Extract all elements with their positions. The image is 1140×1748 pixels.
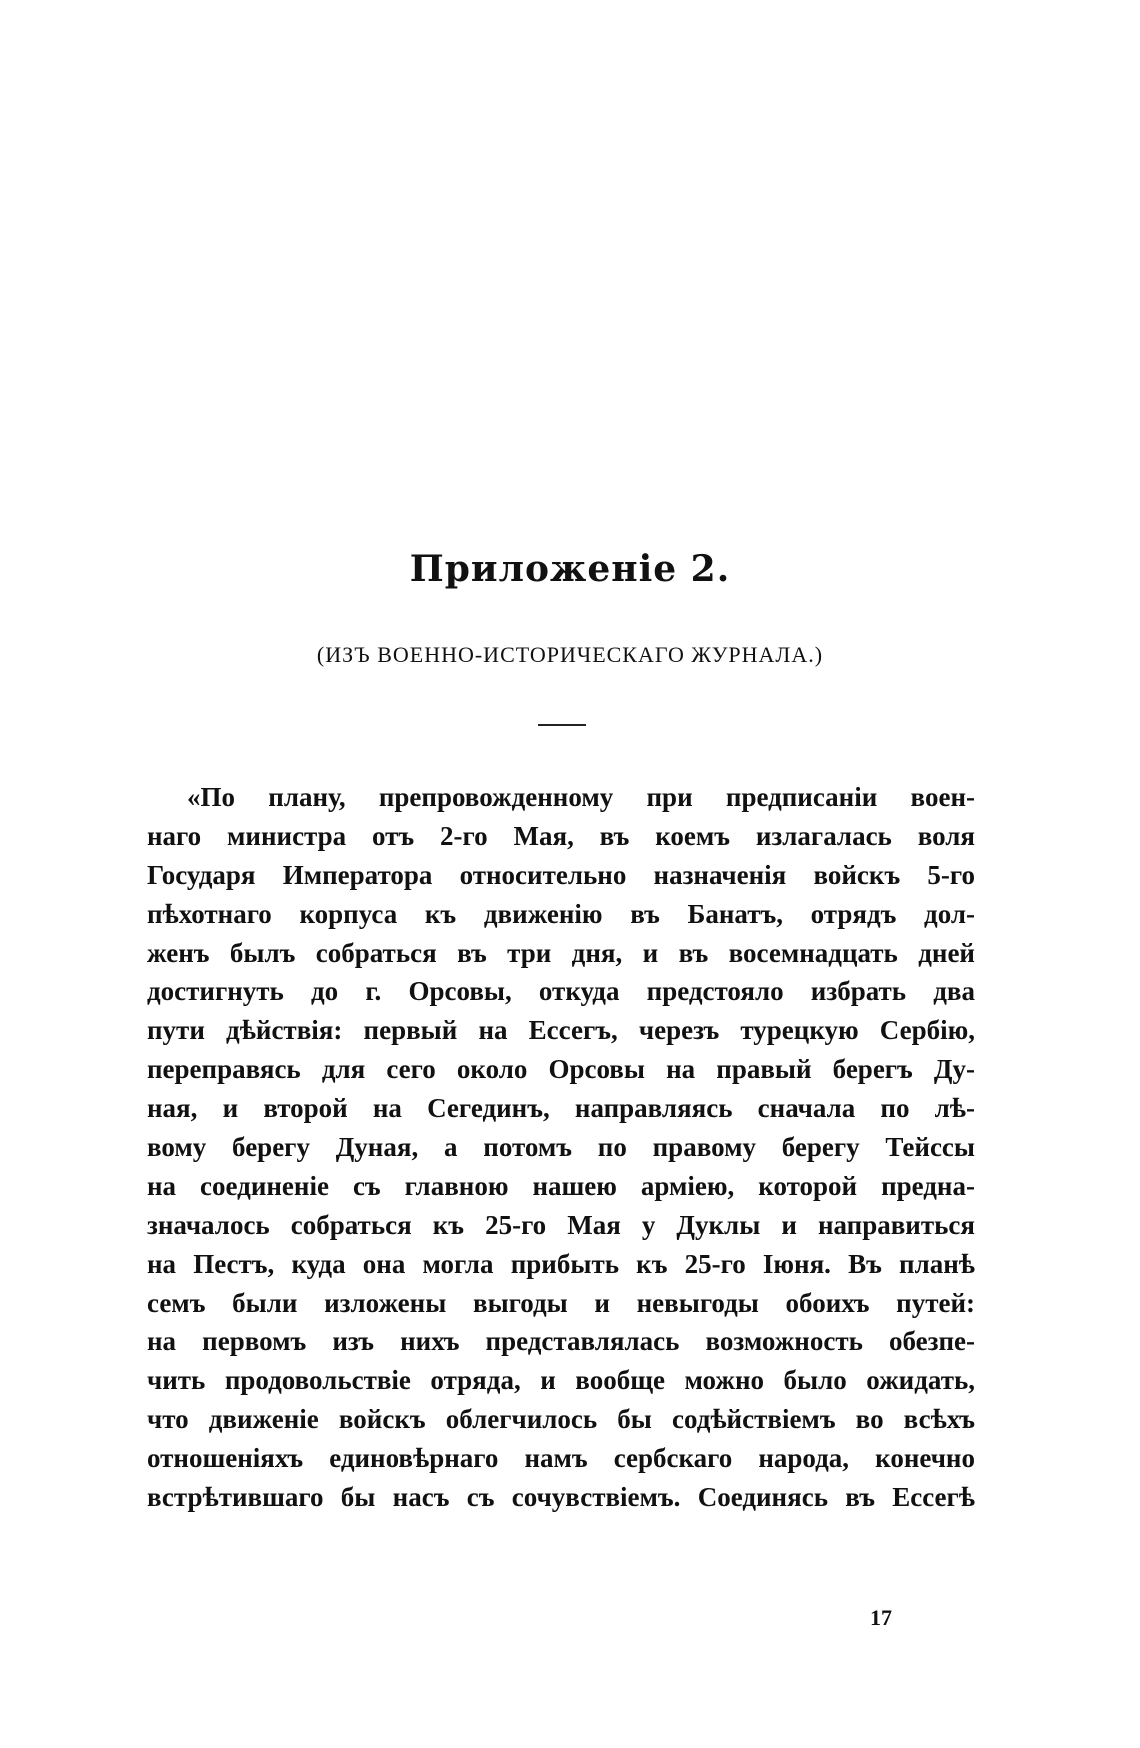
text-line: чить продовольствіе отряда, и вообще можно было ожидать, (147, 1365, 975, 1396)
text-line: отношеніяхъ единовѣрнаго намъ сербскаго народа, конечно (147, 1443, 975, 1474)
page-number: 17 (870, 1605, 892, 1630)
text-line: женъ былъ собраться въ три дня, и въ восемнадцать дней (147, 937, 975, 968)
text-line: пути дѣйствія: первый на Ессегъ, черезъ турецкую Сербію, (147, 1015, 975, 1046)
text-line: наго министра отъ 2-го Мая, въ коемъ излагалась воля (147, 820, 975, 851)
text-line: что движеніе войскъ облегчилось бы содѣйствіемъ во всѣхъ (147, 1404, 975, 1435)
text-line: на соединеніе съ главною нашею арміею, которой предна- (147, 1170, 975, 1201)
source-subtitle: (ИЗЪ ВОЕННО-ИСТОРИЧЕСКАГО ЖУРНАЛА.) (316, 642, 824, 667)
appendix-title: Приложеніе 2. (409, 548, 731, 590)
text-line: «По плану, препровожденному при предписаніи воен- (187, 782, 975, 812)
text-line: на Пестъ, куда она могла прибыть къ 25-го Іюня. Въ планѣ (147, 1248, 975, 1279)
text-line: переправясь для сего около Орсовы на правый берегъ Ду- (147, 1054, 975, 1085)
text-line: пѣхотнаго корпуса къ движенію въ Банатъ, отрядъ дол- (147, 898, 975, 929)
text-line: значалось собраться къ 25-го Мая у Дуклы и направиться (147, 1209, 975, 1240)
text-line: ная, и второй на Сегединъ, направляясь сначала по лѣ- (147, 1093, 975, 1124)
text-line: достигнуть до г. Орсовы, откуда предстояло избрать два (147, 976, 975, 1007)
text-line: семъ были изложены выгоды и невыгоды обоихъ путей: (147, 1287, 975, 1318)
text-line: встрѣтившаго бы насъ съ сочувствіемъ. Соединясь въ Ессегѣ (147, 1482, 975, 1513)
text-line: Государя Императора относительно назначенія войскъ 5-го (147, 859, 975, 890)
text-line: вому берегу Дуная, а потомъ по правому берегу Тейссы (147, 1132, 975, 1163)
separator-rule (538, 724, 586, 726)
body-text (147, 778, 975, 1517)
text-line: на первомъ изъ нихъ представлялась возможность обезпе- (147, 1326, 975, 1357)
